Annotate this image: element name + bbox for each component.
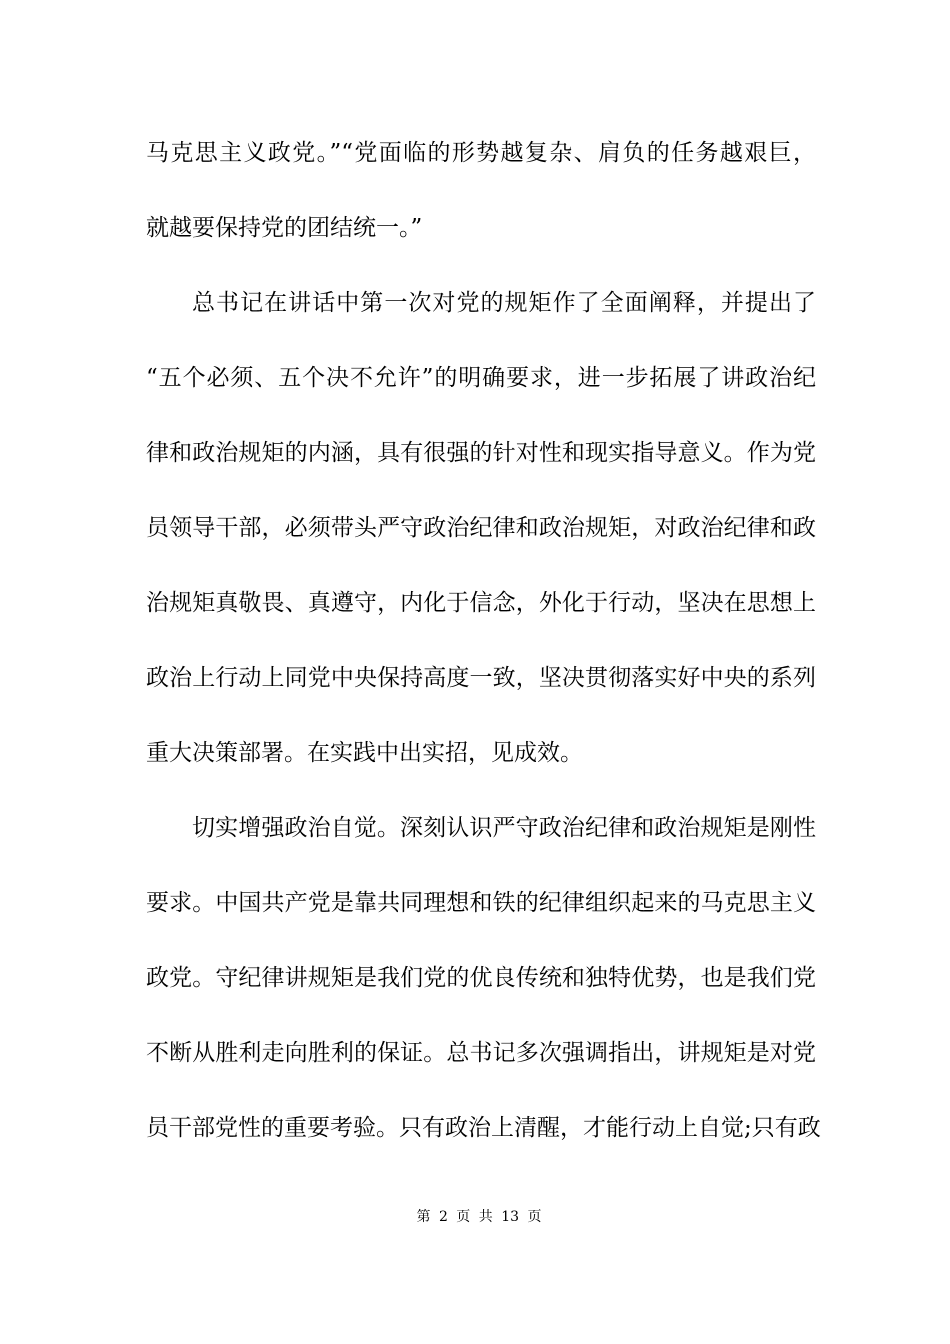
- body-line-4: “五个必须、五个决不允许”的明确要求，进一步拓展了讲政治纪: [146, 365, 816, 391]
- body-line-2: 就越要保持党的团结统一。”: [146, 215, 423, 241]
- body-line-8: 政治上行动上同党中央保持高度一致，坚决贯彻落实好中央的系列: [146, 665, 816, 691]
- body-line-6: 员领导干部，必须带头严守政治纪律和政治规矩，对政治纪律和政: [146, 515, 816, 541]
- body-line-9: 重大决策部署。在实践中出实招，见成效。: [146, 740, 583, 766]
- body-line-14: 员干部党性的重要考验。只有政治上清醒，才能行动上自觉;只有政: [146, 1115, 821, 1141]
- body-line-1: 马克思主义政党。”“党面临的形势越复杂、肩负的任务越艰巨，: [146, 140, 816, 166]
- body-line-3: 总书记在讲话中第一次对党的规矩作了全面阐释，并提出了: [192, 290, 816, 316]
- body-line-11: 要求。中国共产党是靠共同理想和铁的纪律组织起来的马克思主义: [146, 890, 816, 916]
- body-line-7: 治规矩真敬畏、真遵守，内化于信念，外化于行动，坚决在思想上: [146, 590, 816, 616]
- body-line-12: 政党。守纪律讲规矩是我们党的优良传统和独特优势，也是我们党: [146, 965, 816, 991]
- page-number-footer: 第 2 页 共 13 页: [416, 1209, 542, 1225]
- body-line-13: 不断从胜利走向胜利的保证。总书记多次强调指出，讲规矩是对党: [146, 1040, 816, 1066]
- body-line-5: 律和政治规矩的内涵，具有很强的针对性和现实指导意义。作为党: [146, 440, 816, 466]
- body-line-10: 切实增强政治自觉。深刻认识严守政治纪律和政治规矩是刚性: [192, 815, 816, 841]
